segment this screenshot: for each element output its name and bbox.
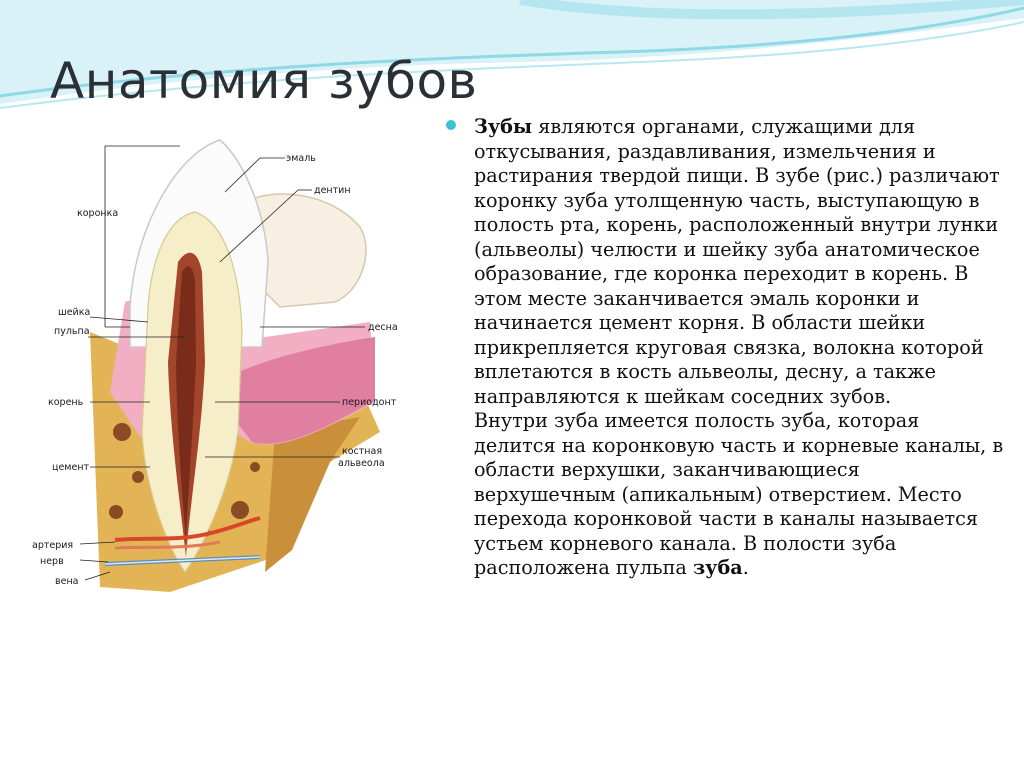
label-neck: шейка: [58, 307, 91, 318]
label-enamel: эмаль: [286, 153, 316, 164]
body-text: [474, 115, 1004, 581]
slide-title: Анатомия зубов: [50, 52, 478, 110]
label-crown: коронка: [77, 208, 119, 219]
paragraph-1: [474, 115, 1004, 409]
paragraph-2-bold: зуба: [692, 556, 743, 579]
label-periodontium: периодонт: [342, 397, 397, 408]
label-dentin: дентин: [314, 185, 351, 196]
label-cement: цемент: [52, 462, 90, 473]
paragraph-2-end: .: [742, 556, 749, 579]
paragraph-2: [474, 409, 1004, 581]
bullet-dot: [446, 120, 456, 130]
paragraph-1-bold: Зубы: [474, 115, 533, 138]
label-pulp: пульпа: [54, 326, 90, 337]
label-root: корень: [48, 397, 84, 408]
tooth-anatomy-diagram: [30, 132, 410, 597]
label-bony: костная: [342, 446, 383, 457]
label-vein: вена: [55, 576, 79, 587]
paragraph-2-text: Внутри зуба имеется полость зуба, которая делится на коронковую часть и корневые каналы, в области верхушки, заканчивающиеся верхушечным (апикальным) отверстием. Место перехода коронковой части в каналы называется устьем корневого канала. В полости зуба расположена пульпа: [474, 409, 1004, 579]
label-alveolus: альвеола: [338, 458, 385, 469]
label-artery: артерия: [32, 540, 74, 551]
label-gum: десна: [368, 322, 398, 333]
label-nerve: нерв: [40, 556, 64, 567]
paragraph-1-text: являются органами, служащими для откусывания, раздавливания, измельчения и растирания твердой пищи. В зубе (рис.) различают коронку зуба утолщенную часть, выступающую в полость рта, корень, расположенный внутри лунки (альвеолы) челюсти и шейку зуба анатомическое образование, где коронка переходит в корень. В этом месте заканчивается эмаль коронки и начинается цемент корня. В области шейки прикрепляется круговая связка, волокна которой вплетаются в кость альвеолы, десну, а также направляются к шейкам соседних зубов.: [474, 115, 1000, 408]
